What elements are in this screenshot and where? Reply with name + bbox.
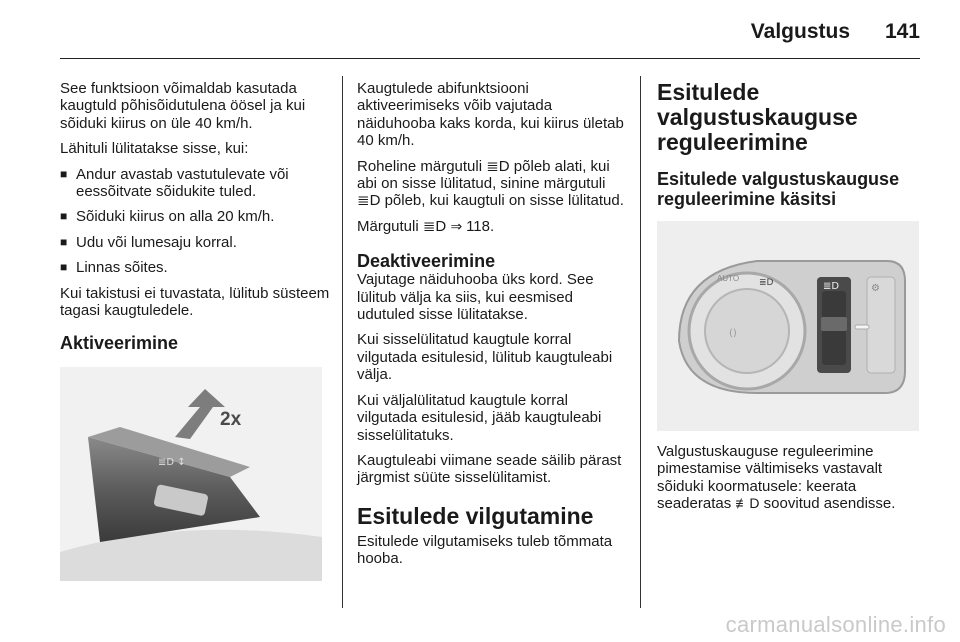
- list-item: ■ Linnas sõites.: [60, 259, 168, 277]
- paragraph: Kaugtuleabi viimane seade säilib pärast järgmist süüte sisselülitamist.: [357, 451, 622, 487]
- paragraph: Vajutage näiduhooba üks kord. See lülitub välja ka siis, kui eesmised udutuled sisse lülitatakse.: [357, 271, 594, 324]
- list-item: ■ Sõiduki kiirus on alla 20 km/h.: [60, 208, 275, 226]
- dimmer-icon: ⚙: [871, 283, 880, 294]
- paragraph: Valgustuskauguse reguleerimine pimestamise vältimiseks vastavalt sõiduki koormatusele: keerata seaderatas ≢D soovitud asendisse.: [657, 443, 896, 513]
- list-item: ■ Udu või lumesaju korral.: [60, 233, 237, 251]
- paragraph: Roheline märgutuli ≣D põleb alati, kui abi on sisse lülitatud, sinine märgutuli ≣D põleb, kui kaugtuli on sisse lülitatud.: [357, 157, 624, 210]
- auto-label: AUTO: [717, 274, 740, 283]
- headlight-icon: ≣D: [759, 278, 774, 288]
- page-header: [60, 0, 920, 62]
- watermark: carmanualsonline.info: [725, 612, 946, 637]
- paragraph: See funktsioon võimaldab kasutada kaugtuld põhisõidutulena öösel ja kui sõiduki kiirus on üle 40 km/h.: [60, 80, 306, 132]
- fog-icon: (): [729, 328, 737, 339]
- column-2: [357, 80, 627, 576]
- paragraph: Kui takistusi ei tuvastata, lülitub süsteem tagasi kaugtuledele.: [60, 284, 330, 320]
- switch-image: [657, 221, 919, 431]
- leveling-wheel: [821, 317, 847, 331]
- paragraph: Lähituli lülitatakse sisse, kui:: [60, 140, 249, 158]
- bullet-list: [60, 166, 332, 277]
- heading-deaktiveerimine: Deaktiveerimine: [357, 251, 496, 272]
- page-ref-icon: ⇒: [450, 217, 467, 234]
- paragraph: Märgutuli ≣D ⇒ 118.: [357, 217, 495, 235]
- heading-sub: Esitulede valgustuskauguse reguleerimine käsitsi: [657, 169, 900, 209]
- paragraph: Kui sisselülitatud kaugtule korral vilgutada esitulesid, lülitub kaugtuleabi välja.: [357, 331, 613, 384]
- bullet-icon: ■: [60, 234, 68, 249]
- paragraph: Kaugtulede abifunktsiooni aktiveerimiseks võib vajutada näiduhooba kaks korda, kui kiirus ületab 40 km/h.: [357, 80, 624, 150]
- section-title: Valgustus: [750, 20, 850, 43]
- page-number: 141: [884, 20, 920, 43]
- stalk-image: [60, 367, 322, 581]
- bullet-icon: ■: [60, 166, 68, 181]
- column-1: [60, 80, 332, 589]
- stalk-illustration: [60, 367, 322, 581]
- bullet-icon: ■: [60, 260, 68, 275]
- highbeam-icon: ≣D ↕: [158, 457, 186, 469]
- heading-aktiveerimine: Aktiveerimine: [60, 333, 179, 354]
- column-divider-1: [342, 76, 343, 608]
- column-3: [657, 80, 927, 521]
- paragraph: Kui väljalülitatud kaugtule korral vilgutada esitulesid, jääb kaugtuleabi sisselülitatuks.: [357, 391, 602, 444]
- header-rule: [60, 58, 920, 59]
- paragraph: Esitulede vilgutamiseks tuleb tõmmata hooba.: [357, 532, 613, 568]
- bullet-icon: ■: [60, 209, 68, 224]
- light-switch-illustration: [657, 221, 919, 431]
- leveling-icon: ≣D: [823, 281, 840, 292]
- heading-vilgutamine: Esitulede vilgutamine: [357, 502, 594, 529]
- leveling-ref-icon: ≢D: [735, 495, 760, 512]
- fig-label: 2x: [220, 409, 242, 431]
- column-divider-2: [640, 76, 641, 608]
- list-item: ■ Andur avastab vastutulevate või eessõitvate sõidukite tuled.: [60, 165, 289, 201]
- heading-main: Esitulede valgustuskauguse reguleerimine: [657, 79, 858, 155]
